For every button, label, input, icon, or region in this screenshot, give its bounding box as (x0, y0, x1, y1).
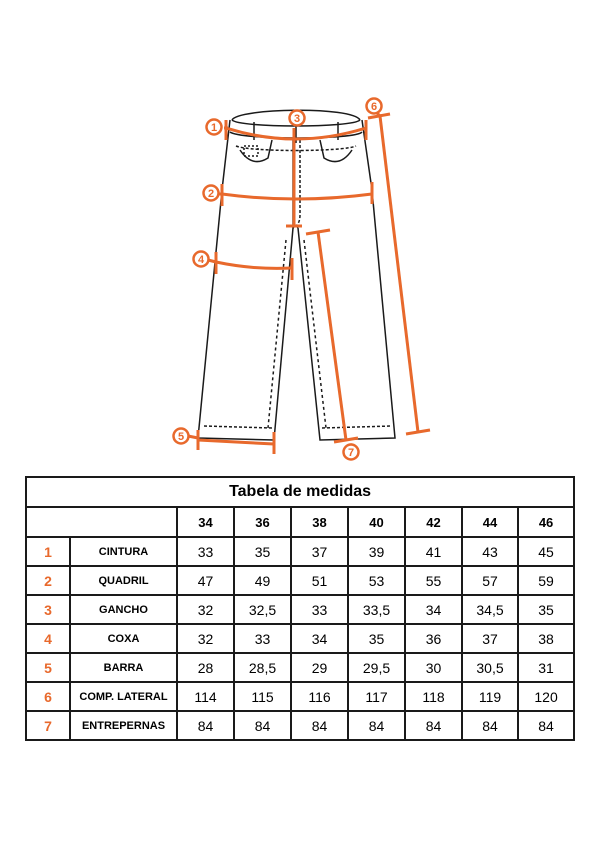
measurement-value: 116 (291, 682, 348, 711)
hem-measure-line (198, 440, 274, 444)
size-header-cell: 42 (405, 507, 462, 537)
measurement-value: 45 (518, 537, 574, 566)
marker-4 (194, 252, 209, 267)
measurement-value: 115 (234, 682, 291, 711)
measurement-value: 35 (518, 595, 574, 624)
table-row (26, 624, 574, 653)
measurement-name: QUADRIL (70, 566, 177, 595)
measurement-value: 35 (234, 537, 291, 566)
measurement-value: 118 (405, 682, 462, 711)
table-row (26, 653, 574, 682)
measurement-value: 84 (348, 711, 405, 740)
measurement-name: ENTREPERNAS (70, 711, 177, 740)
measurement-value: 51 (291, 566, 348, 595)
marker-number: 6 (370, 101, 378, 113)
measurement-value: 120 (518, 682, 574, 711)
row-number: 6 (26, 682, 70, 711)
size-header-cell: 44 (462, 507, 518, 537)
size-header-cell: 34 (177, 507, 234, 537)
thigh-measure-line (216, 262, 292, 268)
measurement-value: 30 (405, 653, 462, 682)
size-header-cell: 46 (518, 507, 574, 537)
row-number: 7 (26, 711, 70, 740)
measurement-value: 39 (348, 537, 405, 566)
row-number: 4 (26, 624, 70, 653)
side-length-measure-line (380, 116, 418, 432)
marker-5 (174, 429, 189, 444)
table-title-row (26, 477, 574, 507)
marker-number: 1 (210, 122, 218, 134)
measurement-value: 29 (291, 653, 348, 682)
marker-number: 7 (347, 447, 355, 459)
measurement-value: 37 (291, 537, 348, 566)
measurement-value: 57 (462, 566, 518, 595)
measurement-name: COMP. LATERAL (70, 682, 177, 711)
measurement-value: 38 (518, 624, 574, 653)
hip-measure-line (222, 194, 372, 199)
marker-number: 4 (197, 254, 205, 266)
marker-number: 2 (207, 188, 215, 200)
size-header-row (26, 507, 574, 537)
marker-1 (207, 120, 222, 135)
measurement-value: 34 (291, 624, 348, 653)
measurement-value: 84 (462, 711, 518, 740)
measurement-value: 33 (234, 624, 291, 653)
marker-number: 5 (177, 431, 185, 443)
measurement-name: GANCHO (70, 595, 177, 624)
row-number: 2 (26, 566, 70, 595)
size-table (25, 476, 575, 741)
table-row (26, 711, 574, 740)
size-header-cell: 36 (234, 507, 291, 537)
measurement-name: CINTURA (70, 537, 177, 566)
row-number: 1 (26, 537, 70, 566)
measurement-value: 84 (234, 711, 291, 740)
marker-2 (204, 186, 219, 201)
measurement-value: 32 (177, 595, 234, 624)
row-number: 3 (26, 595, 70, 624)
measurement-value: 117 (348, 682, 405, 711)
measurement-value: 32,5 (234, 595, 291, 624)
measurement-value: 49 (234, 566, 291, 595)
inseam-measure-line (318, 232, 346, 440)
measurement-value: 29,5 (348, 653, 405, 682)
measurement-value: 34,5 (462, 595, 518, 624)
size-header-cell: 38 (291, 507, 348, 537)
header-blank (26, 507, 177, 537)
measurement-value: 59 (518, 566, 574, 595)
measurement-value: 84 (291, 711, 348, 740)
measurement-value: 30,5 (462, 653, 518, 682)
measurement-name: COXA (70, 624, 177, 653)
table-row (26, 595, 574, 624)
measurement-value: 31 (518, 653, 574, 682)
measurement-value: 32 (177, 624, 234, 653)
table-title: Tabela de medidas (26, 477, 574, 507)
measurement-value: 36 (405, 624, 462, 653)
marker-7 (344, 445, 359, 460)
marker-number: 3 (293, 113, 301, 125)
table-row (26, 537, 574, 566)
measurement-value: 41 (405, 537, 462, 566)
measurement-value: 53 (348, 566, 405, 595)
table-row (26, 682, 574, 711)
measurement-value: 28,5 (234, 653, 291, 682)
measurement-value: 119 (462, 682, 518, 711)
measurement-value: 33,5 (348, 595, 405, 624)
measurement-value: 35 (348, 624, 405, 653)
marker-3 (290, 111, 305, 126)
marker-6 (367, 99, 382, 114)
measurement-value: 55 (405, 566, 462, 595)
measurement-value: 47 (177, 566, 234, 595)
measurement-value: 33 (177, 537, 234, 566)
row-number: 5 (26, 653, 70, 682)
measurement-value: 84 (405, 711, 462, 740)
measurement-value: 34 (405, 595, 462, 624)
table-row (26, 566, 574, 595)
measurement-value: 84 (177, 711, 234, 740)
measurement-value: 37 (462, 624, 518, 653)
measurement-value: 84 (518, 711, 574, 740)
measurement-value: 33 (291, 595, 348, 624)
measurement-value: 114 (177, 682, 234, 711)
measurement-name: BARRA (70, 653, 177, 682)
size-header-cell: 40 (348, 507, 405, 537)
measurement-value: 43 (462, 537, 518, 566)
measurement-value: 28 (177, 653, 234, 682)
jeans-pants-icon (198, 110, 395, 440)
